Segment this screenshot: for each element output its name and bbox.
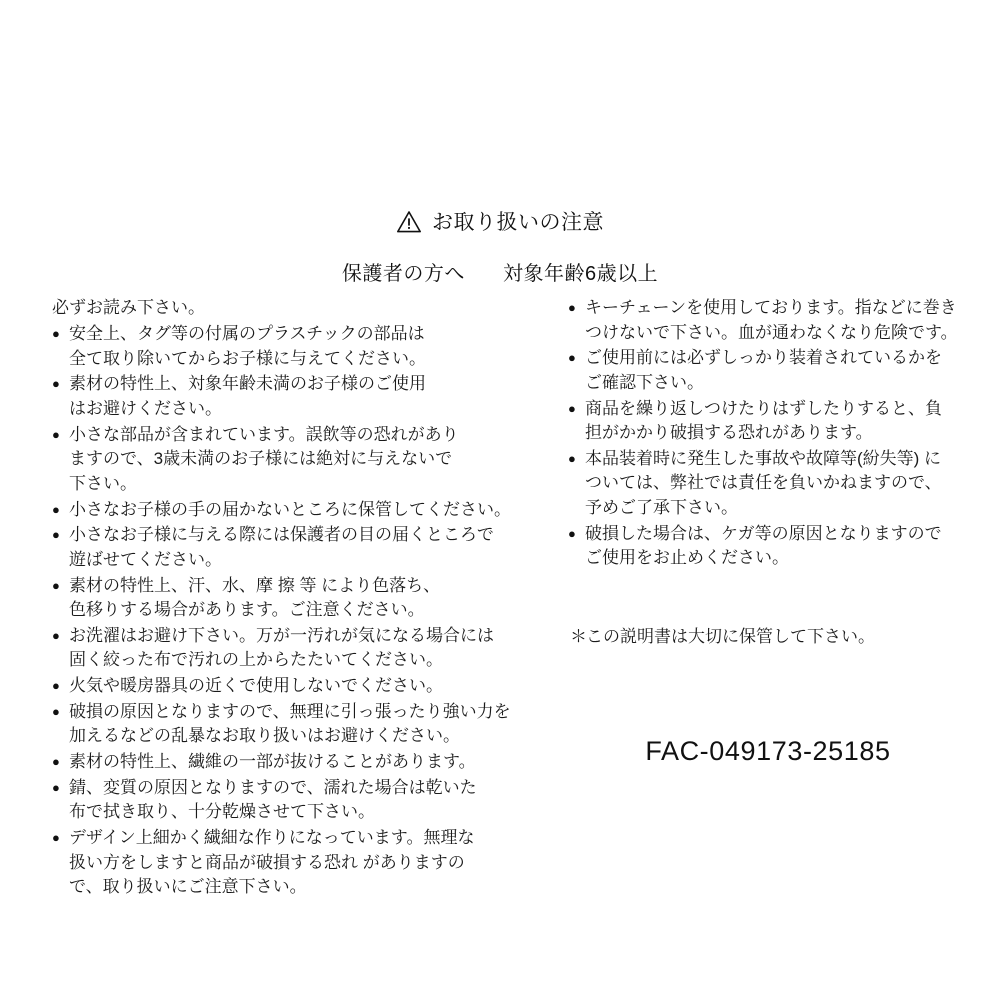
list-item — [52, 498, 511, 523]
list-item — [568, 447, 968, 521]
bullet-line: ● 小さなお子様に与える際には保護者の目の届くところで — [69, 525, 494, 545]
document-header — [0, 206, 1000, 286]
bullet-line: ● 商品を繰り返しつけたりはずしたりすると、負 — [585, 398, 942, 418]
lead-text: 必ずお読み下さい。 — [52, 298, 205, 317]
age-label: 対象年齢6歳以上 — [503, 263, 659, 285]
list-item — [52, 750, 492, 775]
bullet-line: 色移りする場合があります。ご注意ください。 — [69, 600, 425, 620]
list-item — [568, 296, 968, 345]
list-item — [52, 423, 492, 497]
right-column — [568, 296, 968, 650]
bullet-line: ご使用をお止めください。 — [585, 548, 789, 568]
right-bullet-list — [568, 296, 968, 571]
bullet-line: ● 素材の特性上、繊維の一部が抜けることがあります。 — [69, 752, 476, 772]
bullet-line: ● 素材の特性上、対象年齢未満のお子様のご使用 — [69, 374, 426, 394]
list-item — [568, 397, 968, 446]
bullet-line: ついては、弊社では責任を負いかねますので、 — [585, 473, 942, 493]
bullet-line: ● ご使用前には必ずしっかり装着されているかを — [585, 348, 942, 368]
bullet-line: 予めご了承下さい。 — [585, 498, 738, 518]
warning-triangle-icon — [396, 210, 422, 234]
bullet-line: 下さい。 — [69, 473, 137, 493]
bullet-line: 担がかかり破損する恐れがあります。 — [585, 423, 873, 443]
bullet-line: ● 破損した場合は、ケガ等の原因となりますので — [585, 523, 942, 543]
guardian-label: 保護者の方へ — [341, 263, 465, 285]
bullet-line: ● お洗濯はお避け下さい。万が一汚れが気になる場合には — [69, 625, 494, 645]
product-code: FAC-049173-25185 — [645, 736, 891, 766]
storage-note — [568, 625, 968, 650]
list-item — [52, 523, 492, 572]
list-item — [52, 322, 492, 371]
bullet-line: つけないで下さい。血が通わなくなり危険です。 — [585, 322, 958, 342]
list-item — [568, 522, 968, 571]
list-item — [52, 372, 492, 421]
bullet-line: ● 安全上、タグ等の付属のプラスチックの部品は — [69, 324, 425, 344]
bullet-line: ● デザイン上細かく繊細な作りになっています。無理な — [69, 827, 475, 847]
bullet-line: ますので、3歳未満のお子様には絶対に与えないで — [69, 449, 453, 469]
bullet-line: で、取り扱いにご注意下さい。 — [69, 877, 307, 897]
bullet-line: 布で拭き取り、十分乾燥させて下さい。 — [69, 802, 375, 822]
asterisk-marker: ＊ — [570, 627, 587, 647]
bullet-line: ● キーチェーンを使用しております。指などに巻き — [585, 298, 957, 317]
bullet-line: ご確認下さい。 — [585, 372, 704, 392]
list-item — [52, 776, 492, 825]
bullet-line: はお避けください。 — [69, 399, 222, 419]
bullet-line: 扱い方をしますと商品が破損する恐れ がありますの — [69, 852, 465, 872]
bullet-line: ● 錆、変質の原因となりますので、濡れた場合は乾いた — [69, 777, 477, 797]
bullet-line: 全て取り除いてからお子様に与えてください。 — [69, 348, 426, 368]
bullet-line: ● 本品装着時に発生した事故や故障等(紛失等) に — [585, 448, 942, 468]
bullet-line: 固く絞った布で汚れの上からたたいてください。 — [69, 650, 443, 670]
list-item — [52, 826, 492, 900]
bullet-line: ● 火気や暖房器具の近くで使用しないでください。 — [69, 676, 443, 696]
bullet-line: 加えるなどの乱暴なお取り扱いはお避けください。 — [69, 726, 460, 746]
bullet-line: ● 小さなお子様の手の届かないところに保管してください。 — [69, 499, 511, 519]
storage-note-text: この説明書は大切に保管して下さい。 — [586, 627, 875, 647]
bullet-line: ● 破損の原因となりますので、無理に引っ張ったり強い力を — [69, 701, 511, 721]
list-item — [52, 574, 492, 623]
subtitle-row — [0, 257, 1000, 286]
title-row — [0, 206, 1000, 236]
bullet-line: ● 小さな部品が含まれています。誤飲等の恐れがあり — [69, 424, 459, 444]
list-item — [52, 624, 492, 673]
bullet-line: ● 素材の特性上、汗、水、摩 擦 等 により色落ち、 — [69, 575, 441, 595]
list-item — [568, 346, 968, 395]
page-title: お取り扱いの注意 — [432, 211, 604, 234]
left-bullet-list — [52, 322, 511, 900]
left-column — [52, 296, 511, 901]
list-item — [52, 674, 492, 699]
bullet-line: 遊ばせてください。 — [69, 549, 222, 569]
list-item — [52, 700, 511, 749]
